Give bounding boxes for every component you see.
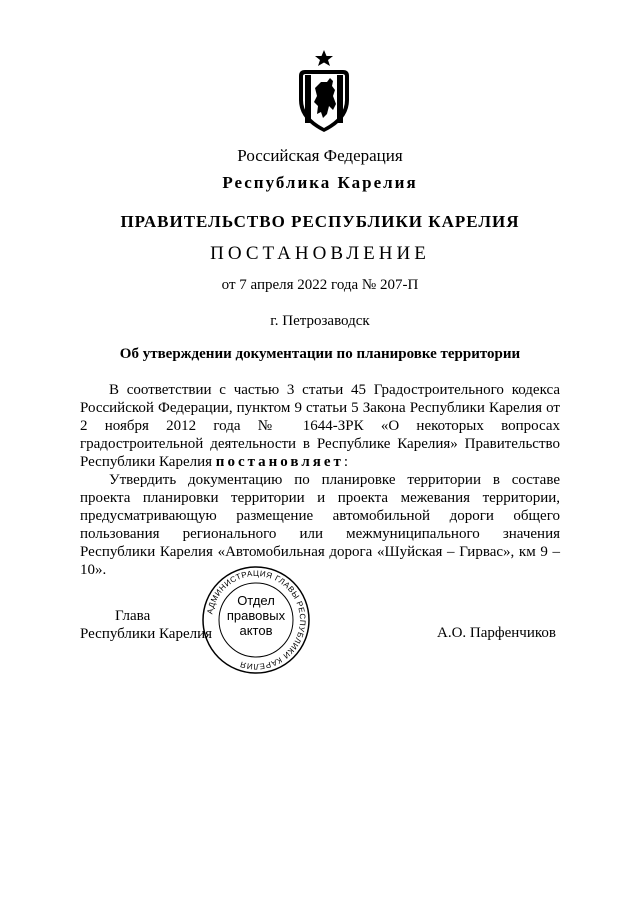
- document-city: г. Петрозаводск: [270, 313, 370, 329]
- preamble-paragraph: [80, 381, 560, 471]
- decree-word: постановляет: [215, 454, 344, 470]
- signatory-name: А.О. Парфенчиков: [437, 625, 556, 641]
- stamp-line1: Отдел: [237, 593, 275, 608]
- preamble-text: В соответствии с частью 3 статьи 45 Градостроительного кодекса Российской Федерации, пунктом 9 статьи 5 Закона Республики Карелия от 2 ноября 2012 года № 1644-ЗРК «О некоторых вопросах градостроительной деятельности в Республике Карелия» Правительство Республики Карелия: [80, 382, 560, 470]
- resolution-paragraph: Утвердить документацию по планировке территории в составе проекта планировки территории и проекта межевания территории, предусматривающую размещение автомобильной дороги общего пользования регионального или межмуниципального значения Республики Карелия «Автомобильная дорога «Шуйская – Гирвас», км 9 – 10».: [80, 472, 560, 578]
- stamp-center-text: [201, 593, 311, 638]
- document-subject: Об утверждении документации по планировке территории: [119, 346, 521, 362]
- document-body: [80, 381, 560, 579]
- signatory-title: [80, 607, 212, 643]
- stamp-line2: правовых: [226, 608, 286, 623]
- stamp-ring-text: АДМИНИСТРАЦИЯ ГЛАВЫ РЕСПУБЛИКИ КАРЕЛИЯ: [205, 568, 308, 672]
- stamp-line3: актов: [239, 623, 273, 638]
- document-type: ПОСТАНОВЛЕНИЕ: [210, 243, 430, 264]
- republic-name: Республика Карелия: [222, 173, 418, 192]
- karelia-coat-of-arms-icon: [293, 48, 355, 134]
- government-name: ПРАВИТЕЛЬСТВО РЕСПУБЛИКИ КАРЕЛИЯ: [120, 212, 520, 231]
- document-date-number: от 7 апреля 2022 года № 207-П: [221, 277, 419, 293]
- signatory-title-line1: Глава: [115, 608, 151, 624]
- signatory-title-line2: Республики Карелия: [80, 626, 213, 642]
- decree-colon: :: [343, 454, 349, 470]
- country-name: Российская Федерация: [237, 146, 403, 165]
